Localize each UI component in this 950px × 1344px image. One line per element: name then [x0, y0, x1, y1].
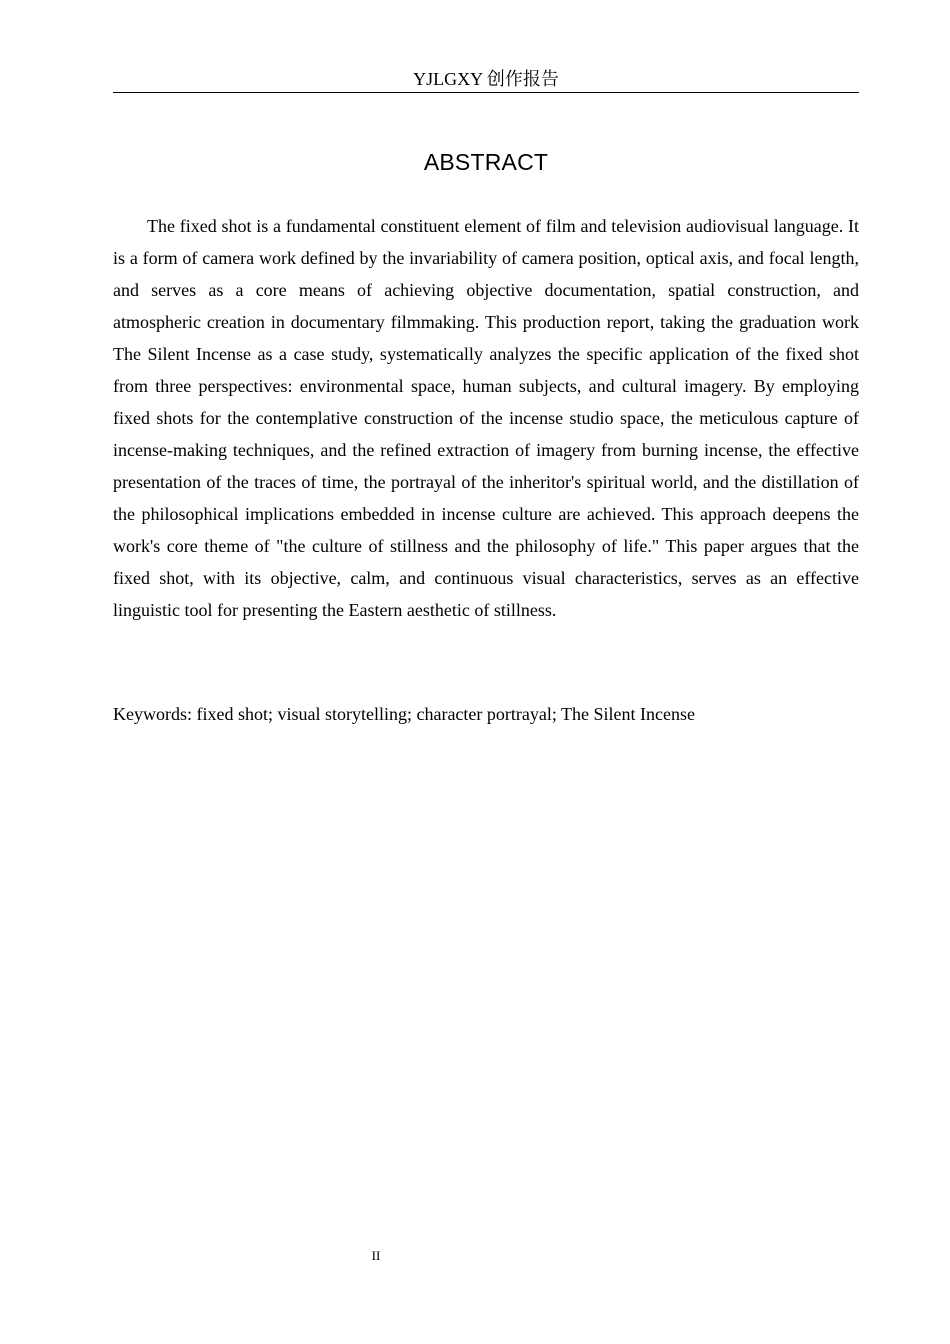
- page-number: II: [371, 1248, 381, 1263]
- running-header: YJLGXY 创作报告: [113, 66, 859, 93]
- abstract-title: ABSTRACT: [423, 149, 549, 175]
- abstract-body-paragraph: The fixed shot is a fundamental constituent element of film and television audiovisual language. It is a form of camera work defined by the invariability of camera position, optical axis, and focal length, and serves as a core means of achieving objective documentation, spatial construction, and atmospheric creation in documentary filmmaking. This production report, taking the graduation work The Silent Incense as a case study, systematically analyzes the specific application of the fixed shot from three perspectives: environmental space, human subjects, and cultural imagery. By employing fixed shots for the contemplative construction of the incense studio space, the meticulous capture of incense-making techniques, and the refined extraction of imagery from burning incense, the effective presentation of the traces of time, the portrayal of the inheritor's spiritual world, and the distillation of the philosophical implications embedded in incense culture are achieved. This approach deepens the work's core theme of "the culture of stillness and the philosophy of life." This paper argues that the fixed shot, with its objective, calm, and continuous visual characteristics, serves as an effective linguistic tool for presenting the Eastern aesthetic of stillness.: [113, 216, 859, 620]
- keywords-line: Keywords: fixed shot; visual storytelling; character portrayal; The Silent Incense: [113, 704, 696, 724]
